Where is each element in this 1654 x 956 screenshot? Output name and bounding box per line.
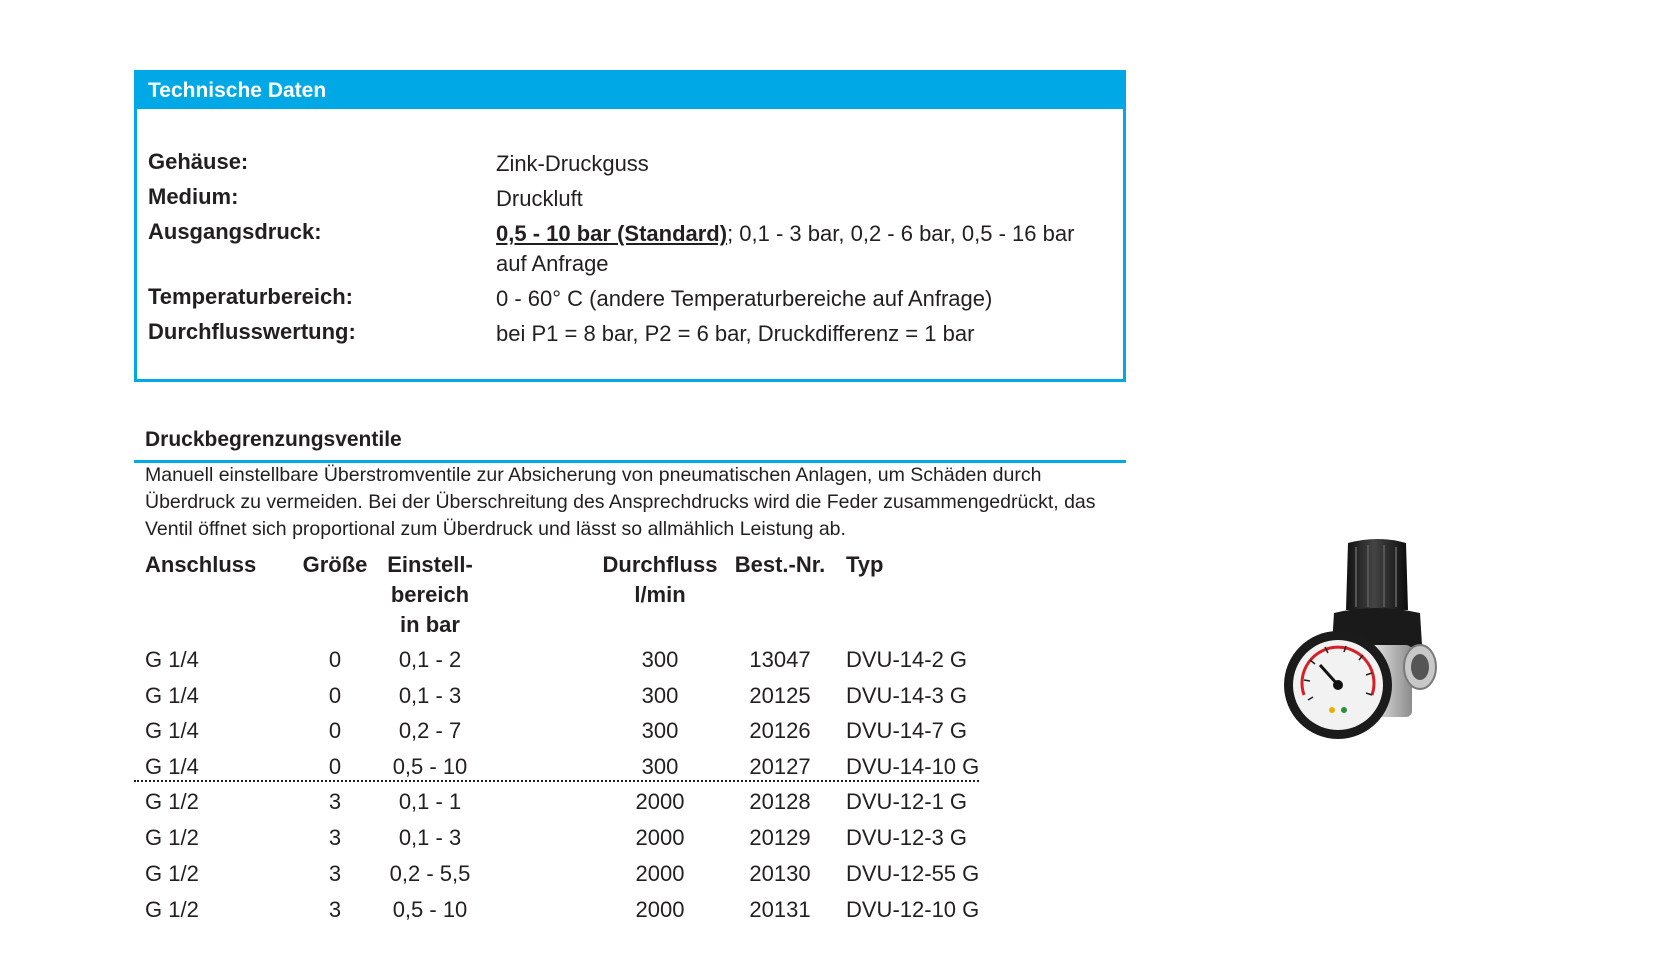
cell-groesse: 0 [328, 718, 342, 743]
cell-anschluss: G 1/4 [145, 718, 199, 743]
cell-groesse: 0 [328, 683, 342, 708]
spec-label: Medium: [148, 184, 239, 209]
header-typ: Typ [846, 552, 884, 577]
cell-typ: DVU-12-10 G [846, 897, 980, 922]
product-image [1280, 535, 1460, 765]
spec-value: 0 - 60° C (andere Temperaturbereiche auf Anfrage) [496, 286, 993, 311]
table-row [0, 789, 1000, 819]
group-separator [134, 780, 979, 782]
cell-anschluss: G 1/2 [145, 825, 199, 850]
cell-durchfluss: 2000 [635, 789, 685, 814]
cell-bestnr: 20131 [749, 897, 811, 922]
cell-typ: DVU-14-3 G [846, 683, 968, 708]
cell-einstellbereich: 0,2 - 7 [398, 718, 462, 743]
header-einstell-3: in bar [400, 612, 460, 637]
cell-bestnr: 20125 [749, 683, 811, 708]
cell-durchfluss: 300 [641, 683, 679, 708]
spec-label: Gehäuse: [148, 149, 249, 174]
cell-typ: DVU-12-3 G [846, 825, 968, 850]
spec-label: Ausgangsdruck: [148, 219, 322, 244]
technical-data-title: Technische Daten [137, 73, 1123, 109]
table-row [0, 718, 1000, 748]
cell-groesse: 3 [328, 861, 342, 886]
cell-typ: DVU-12-55 G [846, 861, 980, 886]
cell-durchfluss: 300 [641, 647, 679, 672]
cell-bestnr: 20128 [749, 789, 811, 814]
cell-anschluss: G 1/4 [145, 683, 199, 708]
standard-pressure: 0,5 - 10 bar (Standard) [496, 221, 728, 246]
table-row [0, 861, 1000, 891]
cell-einstellbereich: 0,1 - 1 [398, 789, 462, 814]
cell-einstellbereich: 0,5 - 10 [392, 754, 468, 779]
cell-bestnr: 13047 [749, 647, 811, 672]
cell-durchfluss: 300 [641, 718, 679, 743]
spec-label: Temperaturbereich: [148, 284, 353, 309]
spec-value [496, 219, 1096, 279]
cell-groesse: 3 [328, 789, 342, 814]
cell-durchfluss: 300 [641, 754, 679, 779]
cell-typ: DVU-14-10 G [846, 754, 980, 779]
cell-typ: DVU-14-7 G [846, 718, 968, 743]
table-row [0, 897, 1000, 927]
section-title: Druckbegrenzungsventile [145, 428, 402, 451]
spec-value: Druckluft [496, 186, 583, 211]
cell-bestnr: 20129 [749, 825, 811, 850]
cell-bestnr: 20130 [749, 861, 811, 886]
cell-typ: DVU-14-2 G [846, 647, 968, 672]
cell-durchfluss: 2000 [635, 825, 685, 850]
cell-einstellbereich: 0,1 - 2 [398, 647, 462, 672]
technical-data-box [134, 70, 1126, 382]
cell-anschluss: G 1/4 [145, 754, 199, 779]
cell-typ: DVU-12-1 G [846, 789, 968, 814]
section-description: Manuell einstellbare Überstromventile zur Absicherung von pneumatischen Anlagen, um Schäden durch Überdruck zu vermeiden. Bei der Überschreitung des Ansprechdrucks wird die Feder zusammengedrückt, das Ventil öffnet sich proportional zum Überdruck und lässt so allmählich Leistung ab. [145, 464, 1096, 540]
cell-bestnr: 20127 [749, 754, 811, 779]
header-einstell-1: Einstell- [387, 552, 473, 577]
table-row [0, 683, 1000, 713]
cell-anschluss: G 1/2 [145, 789, 199, 814]
header-durchfluss-1: Durchfluss [602, 552, 718, 577]
spec-value: bei P1 = 8 bar, P2 = 6 bar, Druckdifferenz = 1 bar [496, 321, 975, 346]
header-groesse: Größe [302, 552, 368, 577]
cell-groesse: 3 [328, 897, 342, 922]
cell-einstellbereich: 0,1 - 3 [398, 683, 462, 708]
cell-anschluss: G 1/2 [145, 897, 199, 922]
cell-durchfluss: 2000 [635, 861, 685, 886]
other-pressures: ; 0,1 - 3 bar, 0,2 - 6 bar, 0,5 - 16 bar auf Anfrage [496, 221, 1075, 276]
table-row [0, 825, 1000, 855]
cell-anschluss: G 1/2 [145, 861, 199, 886]
header-einstell-2: bereich [390, 582, 470, 607]
header-bestnr: Best.-Nr. [734, 552, 826, 577]
cell-bestnr: 20126 [749, 718, 811, 743]
cell-groesse: 0 [328, 647, 342, 672]
header-durchfluss-2: l/min [634, 582, 686, 607]
header-anschluss: Anschluss [145, 552, 257, 577]
cell-groesse: 3 [328, 825, 342, 850]
cell-einstellbereich: 0,2 - 5,5 [389, 861, 471, 886]
cell-anschluss: G 1/4 [145, 647, 199, 672]
table-row [0, 647, 1000, 677]
spec-value: Zink-Druckguss [496, 151, 649, 176]
cell-einstellbereich: 0,1 - 3 [398, 825, 462, 850]
cell-durchfluss: 2000 [635, 897, 685, 922]
cell-einstellbereich: 0,5 - 10 [392, 897, 468, 922]
spec-label: Durchflusswertung: [148, 319, 356, 344]
cell-groesse: 0 [328, 754, 342, 779]
